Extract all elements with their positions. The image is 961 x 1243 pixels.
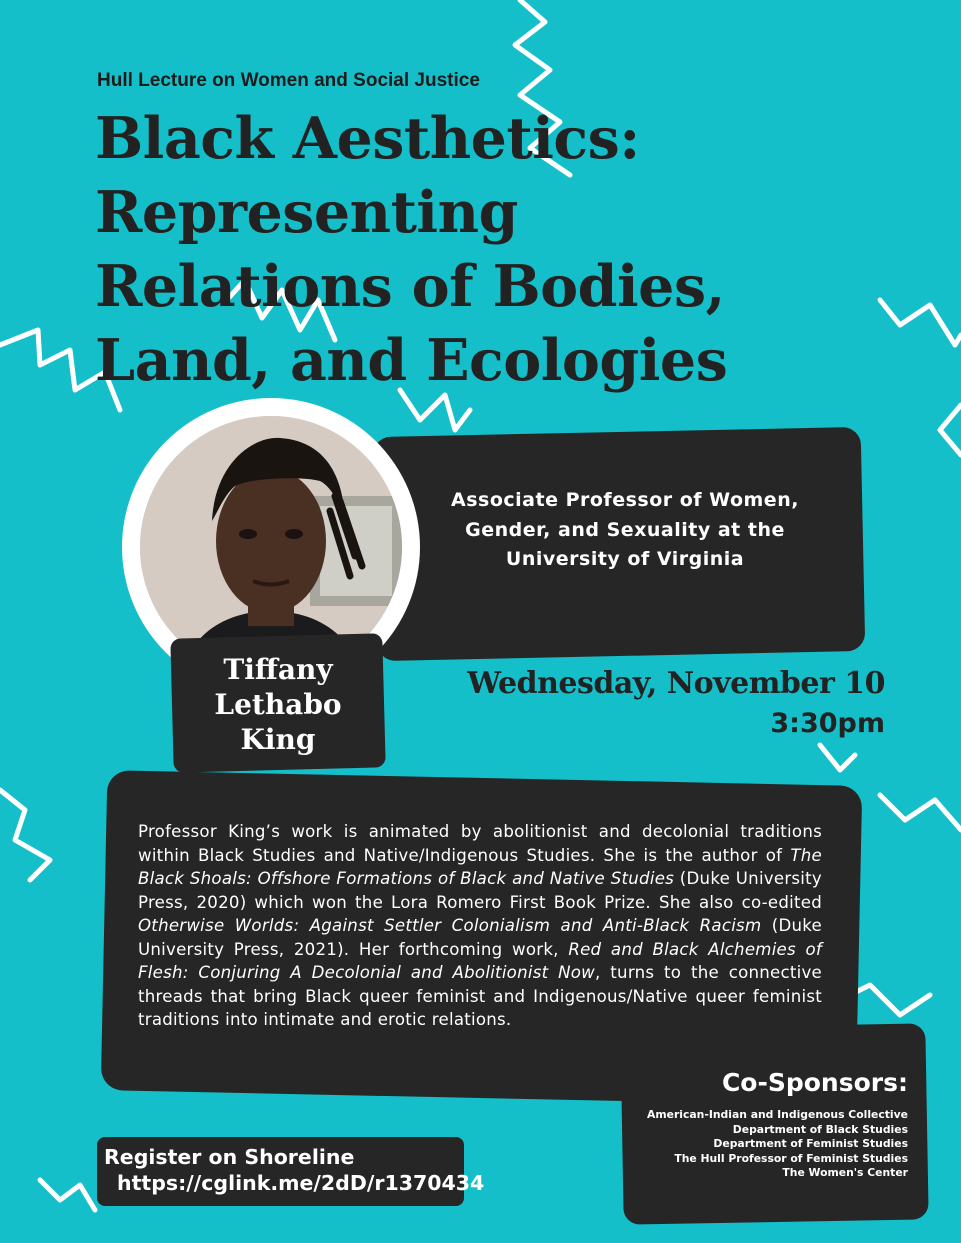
register-label: Register on Shoreline <box>104 1145 355 1169</box>
book-title: Otherwise Worlds: Against Settler Colonialism and Anti-Black Racism <box>138 916 762 935</box>
register-link[interactable]: https://cglink.me/2dD/r1370434 <box>117 1171 485 1195</box>
speaker-name <box>178 652 378 757</box>
title-line: Land, and Ecologies <box>95 327 728 394</box>
cosponsor-item: Department of Black Studies <box>732 1122 908 1136</box>
cosponsor-item: American-Indian and Indigenous Collective <box>647 1108 908 1121</box>
lecture-series: Hull Lecture on Women and Social Justice <box>97 70 480 91</box>
speaker-bio <box>138 820 822 1032</box>
bio-text: , turns to the connective threads that bring Black queer feminist and Indigenous/Native queer feminist traditions into intimate and erotic relations. <box>138 963 822 1029</box>
event-time: 3:30pm <box>770 708 885 739</box>
title-line: Black Aesthetics: <box>95 105 640 172</box>
name-line: Tiffany <box>223 653 333 686</box>
event-date: Wednesday, November 10 <box>467 666 885 701</box>
cosponsors-list <box>626 1108 908 1181</box>
bio-text: Professor King’s work is animated by abolitionist and decolonial traditions within Black Studies and Native/Indigenous Studies. She is the author of <box>138 822 822 865</box>
speaker-affiliation: Associate Professor of Women, Gender, and Sexuality at the University of Virginia <box>451 489 799 570</box>
cosponsor-item: Department of Feminist Studies <box>713 1137 908 1151</box>
name-line: King <box>240 723 316 756</box>
bio-text: (Duke University Press, 2020) which won the Lora Romero First Book Prize. She also co-edited <box>138 869 822 912</box>
title-line: Representing <box>95 179 518 246</box>
cosponsor-item: The Hull Professor of Feminist Studies <box>674 1151 908 1165</box>
name-line: Lethabo <box>214 688 342 721</box>
cosponsor-item: The Women's Center <box>782 1166 908 1180</box>
cosponsors-heading: Co-Sponsors: <box>721 1068 908 1097</box>
book-title: Red and Black Alchemies of Flesh: Conjuring A Decolonial and Abolitionist Now <box>138 939 822 982</box>
bio-text: (Duke University Press, 2021). Her forthcoming work, <box>138 916 822 959</box>
book-title: The Black Shoals: Offshore Formations of Black and Native Studies <box>138 845 822 888</box>
event-title <box>95 102 915 398</box>
title-line: Relations of Bodies, <box>95 253 725 320</box>
